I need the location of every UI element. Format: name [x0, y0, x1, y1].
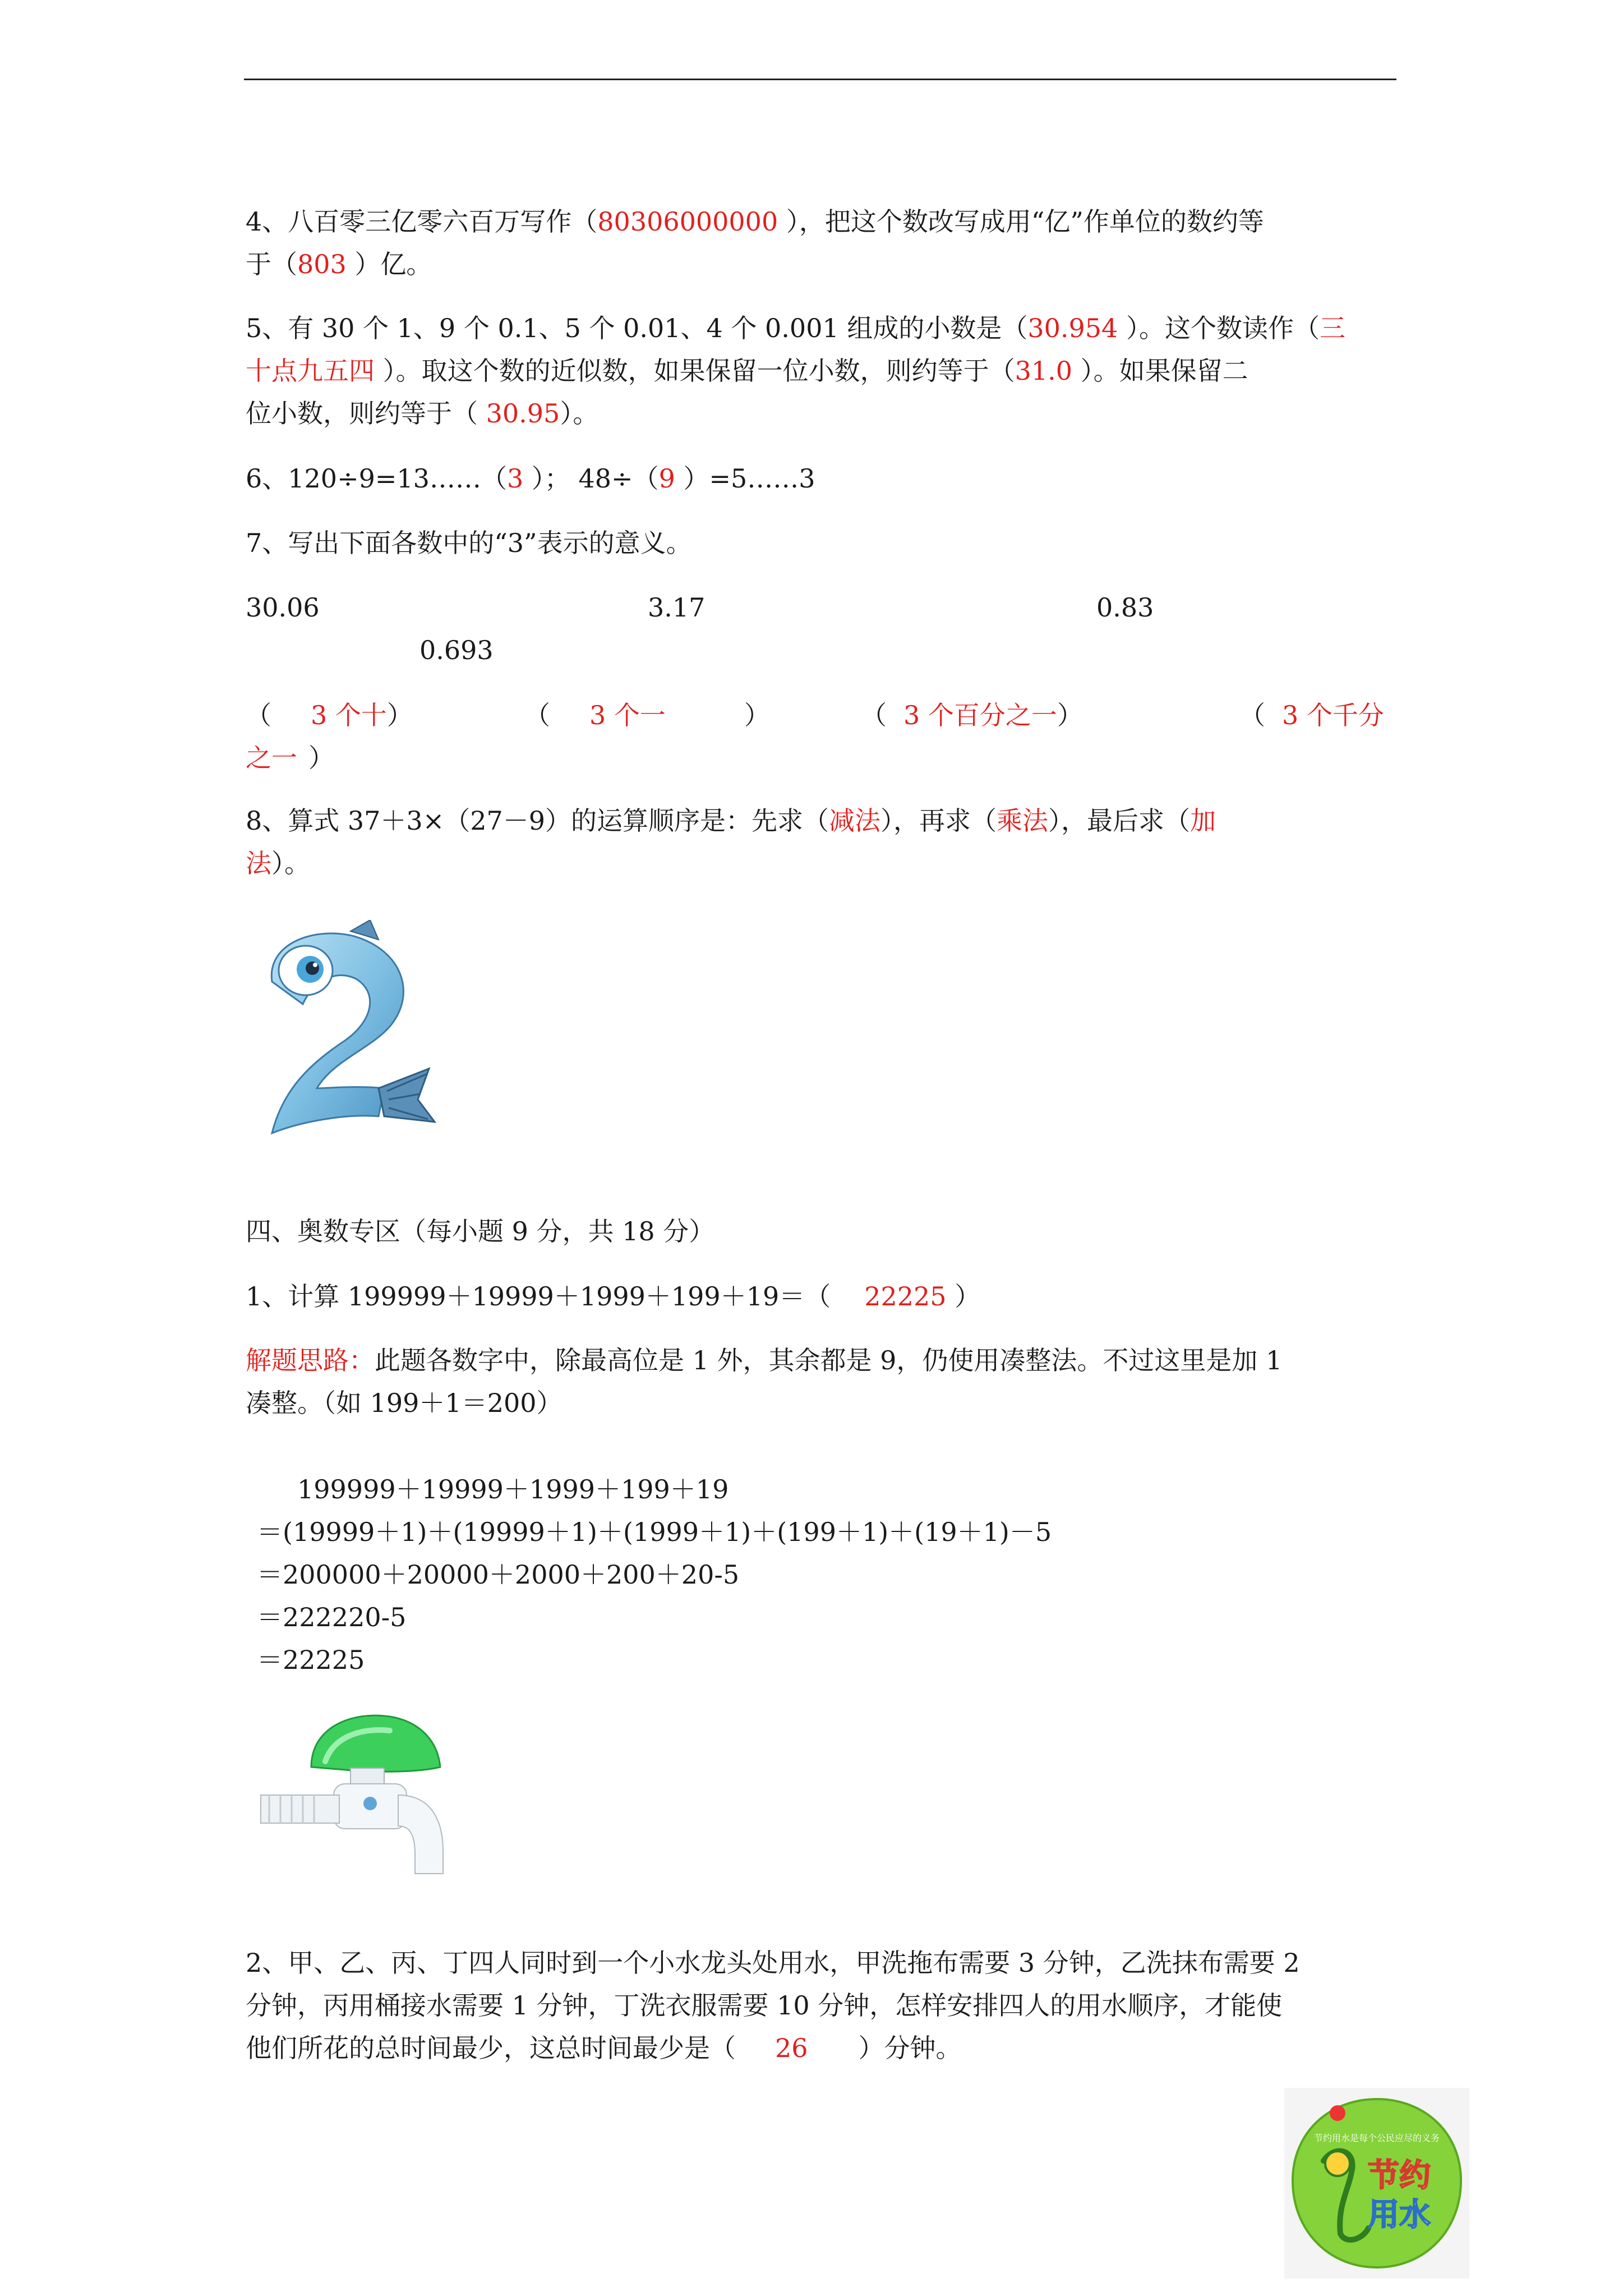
q4-line2: 于（803 ）亿。 [246, 249, 432, 279]
q7-answer-3-group: （ 3 个百分之一） [861, 700, 1083, 730]
calc-step-4: ＝222220-5 [257, 1602, 407, 1632]
s4-hint-line1: 解题思路：此题各数字中，除最高位是 1 外，其余都是 9，仍使用凑整法。不过这里是加 1 [246, 1345, 1283, 1375]
badge-arc-text: 节约用水是每个公民应尽的义务 [1313, 2133, 1440, 2143]
s4-problem-2-line3: 他们所花的总时间最少，这总时间最少是（ 26 ）分钟。 [246, 2033, 962, 2063]
q8-answer-2: 乘法 [997, 806, 1049, 836]
q7-answer-1: 3 个十 [311, 700, 387, 730]
q7-answer-2-group: （ 3 个一 ） [524, 700, 770, 730]
top-rule [244, 79, 1396, 80]
q7-number-3: 0.83 [1096, 592, 1154, 623]
q7-answer-4-group: （ 3 个千分 [1239, 700, 1384, 730]
hint-label: 解题思路： [246, 1345, 375, 1375]
section4-title: 四、奥数专区（每小题 9 分，共 18 分） [246, 1216, 715, 1246]
q6-answer-2: 9 [658, 463, 675, 494]
q6-answer-1: 3 [506, 463, 524, 494]
q4-answer-2: 803 [297, 249, 347, 279]
q7-answer-1-group: （ 3 个十） [246, 700, 413, 730]
calc-step-5: ＝22225 [257, 1645, 365, 1675]
s4-problem-2-line1: 2、甲、乙、丙、丁四人同时到一个小水龙头处用水，甲洗拖布需要 3 分钟，乙洗抹布需要 2 [246, 1948, 1300, 1978]
q8-answer-1: 减法 [829, 806, 881, 836]
s4-problem-2-answer: 26 [775, 2033, 808, 2063]
q5-answer-3: 31.0 [1015, 356, 1073, 386]
s4-hint-line2: 凑整。（如 199＋1＝200） [246, 1388, 562, 1418]
q5-line3: 位小数，则约等于（ 30.95）。 [246, 398, 599, 429]
q8-line2: 法）。 [246, 848, 310, 878]
q7-number-1: 30.06 [246, 592, 320, 623]
s4-problem-1: 1、计算 199999＋19999＋1999＋199＋19＝（ 22225 ） [246, 1281, 981, 1312]
q4-answer-1: 80306000000 [597, 206, 778, 237]
water-saving-badge [1284, 2088, 1469, 2279]
badge-text-1: 节约 [1368, 2157, 1431, 2194]
q7-answer-2: 3 个一 [589, 700, 666, 730]
number-two-fish-image [250, 920, 446, 1144]
q5-answer-4: 30.95 [486, 398, 560, 429]
s4-problem-1-answer: 22225 [864, 1281, 947, 1312]
q5-line1: 5、有 30 个 1、9 个 0.1、5 个 0.01、4 个 0.001 组成的小数是（30.954 ）。这个数读作（三 [246, 313, 1345, 343]
q7-title: 7、写出下面各数中的“3”表示的意义。 [246, 528, 692, 558]
q7-answer-4: 3 个千分 [1282, 700, 1384, 730]
q5-answer-2: 十点九五四 [246, 356, 375, 386]
q7-answer-4-cont: 之一 [246, 743, 297, 773]
calc-step-1: 199999＋19999＋1999＋199＋19 [297, 1474, 729, 1504]
calc-step-2: ＝(19999＋1)＋(19999＋1)＋(1999＋1)＋(199＋1)＋(19＋1)－5 [257, 1517, 1052, 1547]
q4-line1: 4、八百零三亿零六百万写作（80306000000 ），把这个数改写成用“亿”作单位的数约等 [246, 206, 1264, 237]
q5-answer-1: 30.954 [1027, 313, 1118, 343]
calc-step-3: ＝200000＋20000＋2000＋200＋20-5 [257, 1559, 740, 1590]
q6-line: 6、120÷9=13……（3 ）； 48÷（9 ）=5……3 [246, 463, 815, 494]
q8-answer-3: 加 [1190, 806, 1216, 836]
q7-answer-3: 3 个百分之一 [903, 700, 1057, 730]
faucet-image [250, 1705, 451, 1885]
q7-number-4: 0.693 [419, 635, 494, 665]
s4-problem-2-line2: 分钟，丙用桶接水需要 1 分钟，丁洗衣服需要 10 分钟，怎样安排四人的用水顺序，才能使 [246, 1990, 1283, 2021]
q8-line1: 8、算式 37＋3×（27－9）的运算顺序是：先求（减法），再求（乘法），最后求（加 [246, 806, 1216, 836]
q5-line2: 十点九五四 ）。取这个数的近似数，如果保留一位小数，则约等于（31.0 ）。如果保留二 [246, 356, 1248, 386]
badge-text-2: 用水 [1368, 2197, 1431, 2233]
logo-icon [1330, 2105, 1345, 2121]
q7-number-2: 3.17 [648, 592, 706, 623]
q7-answer-4-close: ） [308, 743, 334, 773]
